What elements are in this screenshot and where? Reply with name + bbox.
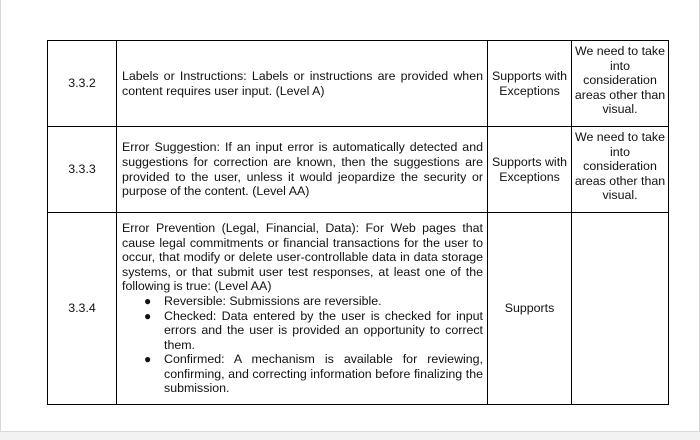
remarks xyxy=(572,213,669,405)
page-edge-bottom xyxy=(0,431,700,440)
support-level: Supports xyxy=(488,213,572,405)
remarks: We need to take into consideration areas other than visual. xyxy=(572,41,669,127)
criterion-bullet-list xyxy=(122,294,483,396)
criterion-description xyxy=(117,41,488,127)
table-row xyxy=(48,41,669,127)
bullet-icon: ● xyxy=(144,293,152,308)
criterion-id: 3.3.3 xyxy=(48,127,117,213)
table-row xyxy=(48,127,669,213)
support-level: Supports with Exceptions xyxy=(488,127,572,213)
criterion-text: Error Prevention (Legal, Financial, Data): For Web pages that cause legal commitments or financial transactions for the user to occur, that modify or delete user-controllable data in data storage systems, or that submit user test responses, at least one of the following is true: (Level AA) xyxy=(122,220,483,294)
list-item: ● Checked: Data entered by the user is checked for input errors and the user is provided an opportunity to correct them. xyxy=(144,308,483,352)
support-level: Supports with Exceptions xyxy=(488,41,572,127)
list-item: ● Confirmed: A mechanism is available for reviewing, confirming, and correcting information before finalizing the submission. xyxy=(144,352,483,396)
bullet-icon: ● xyxy=(144,308,152,323)
criterion-text: Error Suggestion: If an input error is automatically detected and suggestions for correction are known, then the suggestions are provided to the user, unless it would jeopardize the security or purpose of the content. (Level AA) xyxy=(122,140,483,199)
table-row xyxy=(48,213,669,405)
accessibility-criteria-table xyxy=(47,40,669,405)
page-edge-left xyxy=(0,0,1,440)
remarks: We need to take into consideration areas other than visual. xyxy=(572,127,669,213)
criterion-id: 3.3.2 xyxy=(48,41,117,127)
criterion-text: Labels or Instructions: Labels or instructions are provided when content requires user input. (Level A) xyxy=(122,68,483,98)
list-item: ● Reversible: Submissions are reversible. xyxy=(144,293,382,308)
criterion-description xyxy=(117,127,488,213)
criterion-id: 3.3.4 xyxy=(48,213,117,405)
bullet-icon: ● xyxy=(144,352,152,367)
criterion-description xyxy=(117,213,488,405)
